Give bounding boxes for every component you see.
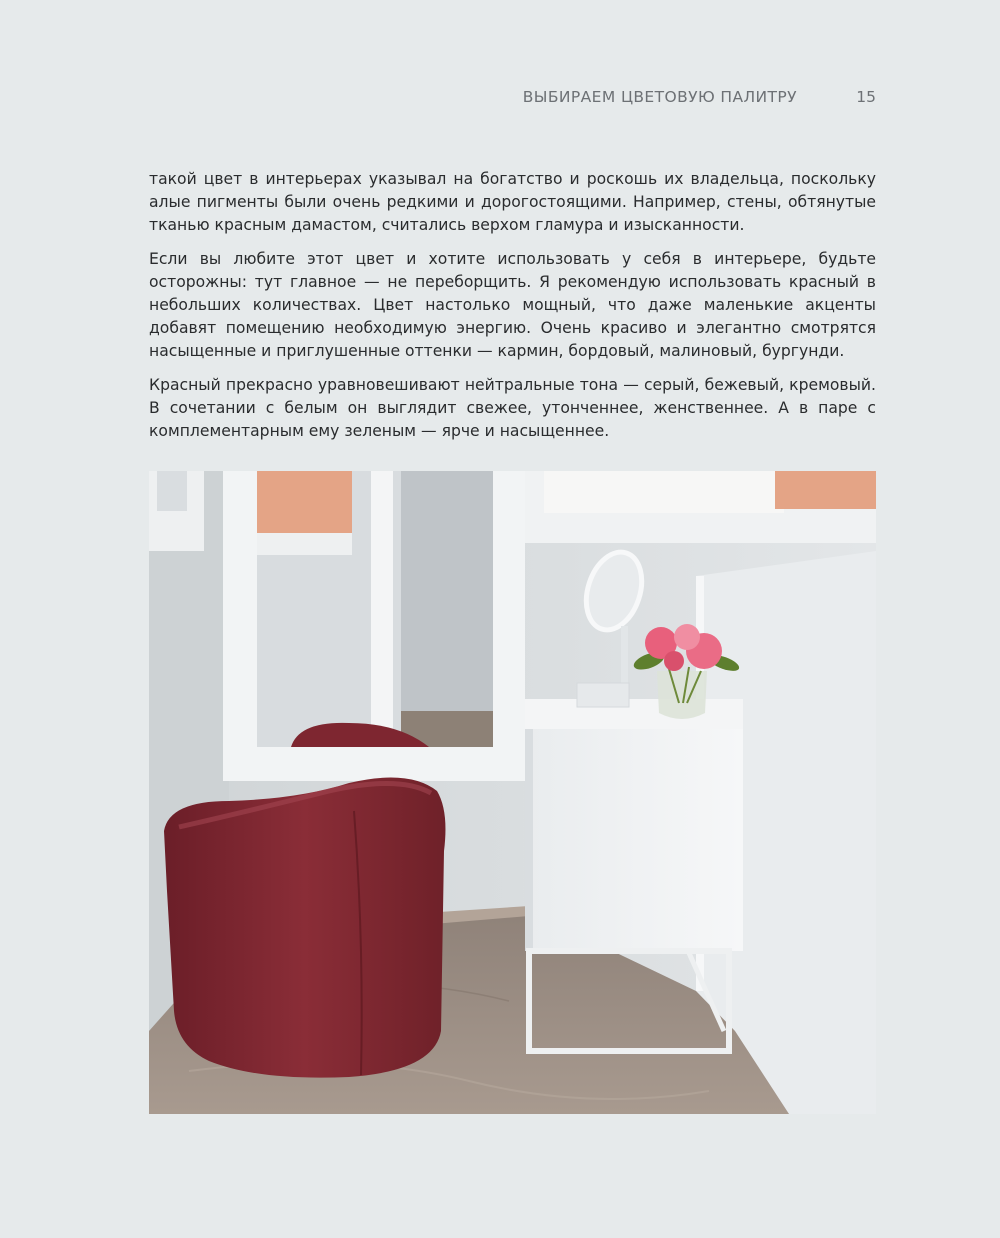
running-header (0, 88, 1000, 112)
mirror-reflection-frame (257, 533, 352, 555)
running-title: ВЫБИРАЕМ ЦВЕТОВУЮ ПАЛИТРУ (522, 88, 797, 106)
page-number: 15 (856, 88, 876, 106)
mirror-reflection-window (257, 471, 352, 533)
peony-3 (674, 624, 700, 650)
interior-photo (149, 471, 876, 1114)
right-window-glass (544, 471, 784, 513)
cabinet-body (525, 729, 743, 951)
left-window-glass (157, 471, 187, 511)
vase (657, 671, 707, 719)
paragraph-2: Если вы любите этот цвет и хотите использовать у себя в интерьере, будьте осторожны: тут главное — не переборщить. Я рекомендую использовать красный в небольших количествах. Цвет настолько мощный, что даже маленькие акценты добавят помещению необходимую энергию. Очень красиво и элегантно смотрятся насыщенные и приглушенные оттенки — кармин, бордовый, малиновый, бургунди. (149, 249, 876, 361)
paragraph-3: Красный прекрасно уравновешивают нейтральные тона — серый, бежевый, кремовый. В сочетании с белым он выглядит свежее, утонченнее, женственнее. А в паре с комплементарным ему зеленым — ярче и насыщеннее. (149, 375, 876, 441)
peony-4 (664, 651, 684, 671)
paragraph-1: такой цвет в интерьерах указывал на богатство и роскошь их владельца, поскольку алые пигменты были очень редкими и дорогостоящими. Например, стены, обтянутые тканью красным дамастом, считались верхом гламура и изысканности. (149, 170, 876, 235)
right-window-view (775, 471, 876, 509)
mirror-reflection-door (371, 471, 393, 747)
makeup-mirror-base (577, 683, 629, 707)
cabinet-side-shadow (525, 729, 533, 951)
cabinet-top (525, 699, 743, 731)
body-text (149, 168, 876, 453)
mirror-reflection-room (401, 471, 493, 711)
